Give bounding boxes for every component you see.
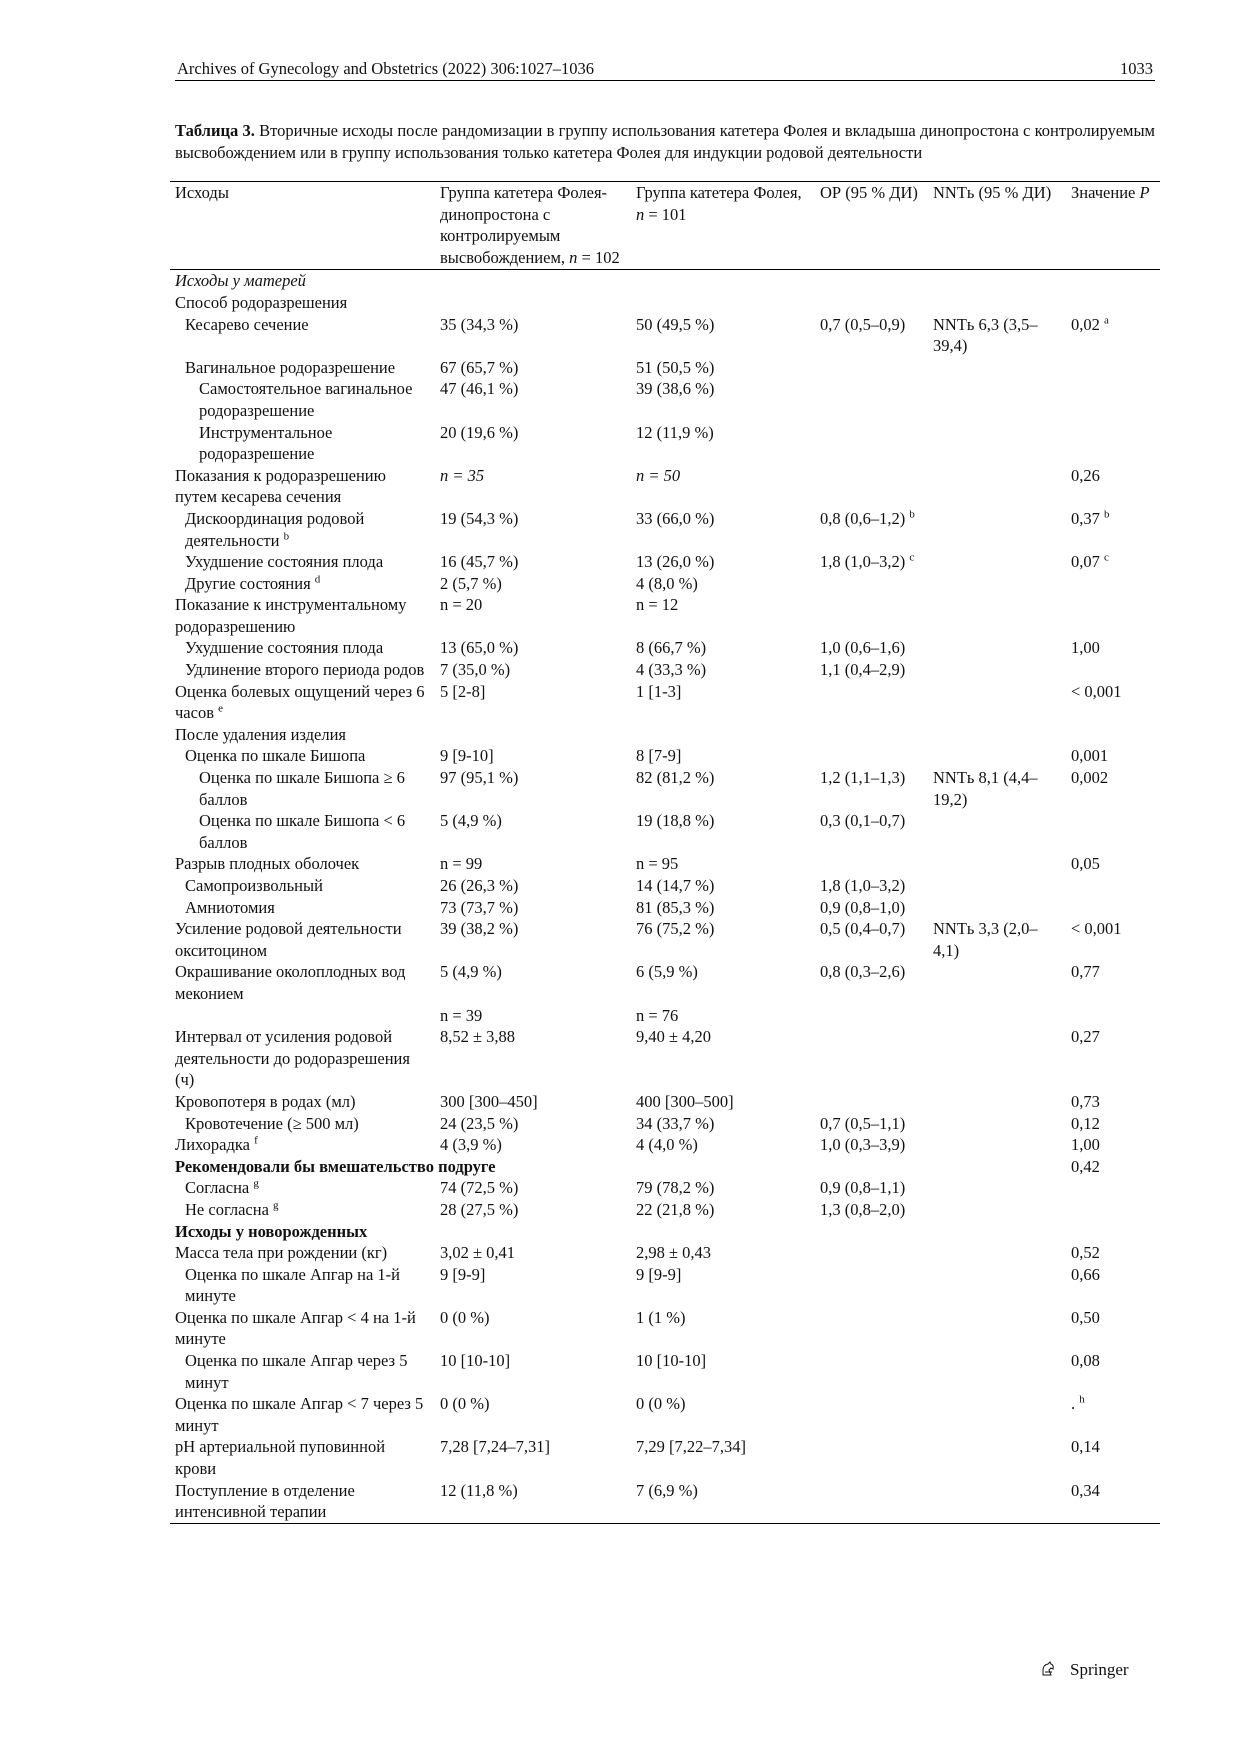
outcome-label: Оценка по шкале Бишопа < 6 баллов	[199, 811, 406, 852]
nnt-cell	[928, 724, 1066, 746]
outcome-label: Удлинение второго периода родов	[185, 660, 425, 680]
nnt-cell	[928, 1177, 1066, 1199]
table-row	[170, 1113, 1160, 1135]
caption-text: Вторичные исходы после рандомизации в группу использования катетера Фолея и вкладыша динопростона с контролируемым высвобождением или в группу использования только катетера Фолея для индукции родовой деятельности	[175, 121, 1155, 162]
p-value-cell: 0,27	[1071, 1027, 1100, 1047]
rr-cell	[815, 853, 928, 875]
foley-dinoprostone-value: 8,52 ± 3,88	[440, 1027, 516, 1047]
foley-value: 7 (6,9 %)	[636, 1480, 698, 1500]
rr-cell	[815, 1026, 928, 1091]
foley-dinoprostone-value: 12 (11,8 %)	[440, 1480, 518, 1500]
table-row	[170, 465, 1160, 508]
outcome-label: Оценка болевых ощущений через 6 часов $^e$	[175, 681, 425, 723]
outcomes-table	[170, 181, 1160, 1524]
foley-dinoprostone-value: 0 (0 %)	[440, 1307, 490, 1327]
rr-cell: 1,2 (1,1–1,3)	[820, 768, 906, 788]
outcome-label: Другие состояния $^d$	[185, 573, 321, 593]
nnt-cell	[928, 594, 1066, 637]
table-row	[170, 745, 1160, 767]
rr-cell: 0,7 (0,5–1,1)	[820, 1113, 906, 1133]
foley-value	[631, 724, 815, 746]
nnt-cell	[928, 637, 1066, 659]
nnt-cell: NNTь 8,1 (4,4–19,2)	[933, 768, 1038, 809]
outcome-label: Интервал от усиления родовой деятельности до родоразрешения (ч)	[175, 1027, 410, 1090]
foley-value: 9,40 ± 4,20	[636, 1027, 712, 1047]
foley-value: n = 76	[636, 1005, 679, 1025]
p-value-cell: 1,00	[1071, 638, 1100, 658]
foley-value: 4 (8,0 %)	[636, 573, 698, 593]
foley-dinoprostone-value: n = 35	[440, 465, 485, 485]
rr-cell	[815, 378, 928, 421]
foley-value: 14 (14,7 %)	[636, 876, 715, 895]
outcome-label: Самостоятельное вагинальное родоразрешение	[199, 379, 413, 420]
nnt-cell	[928, 1307, 1066, 1350]
rr-cell: 0,5 (0,4–0,7)	[820, 919, 906, 939]
foley-dinoprostone-value: 5 (4,9 %)	[440, 962, 502, 982]
table-row	[170, 724, 1160, 746]
table-row	[170, 681, 1160, 724]
table-row	[170, 1264, 1160, 1307]
table-row	[170, 551, 1160, 573]
nnt-cell	[928, 551, 1066, 573]
rr-cell	[815, 1242, 928, 1264]
table-row	[170, 573, 1160, 595]
outcome-label: pH артериальной пуповинной крови	[175, 1437, 386, 1479]
header-rr: ОР (95 % ДИ)	[820, 183, 918, 202]
rr-cell: 0,8 (0,6–1,2) $^b$	[820, 508, 915, 528]
outcome-label: Рекомендовали бы вмешательство подруге	[175, 1156, 496, 1176]
outcome-label: Вагинальное родоразрешение	[185, 357, 396, 377]
nnt-cell	[928, 1113, 1066, 1135]
nnt-cell	[928, 659, 1066, 681]
table-row	[170, 594, 1160, 637]
foley-value: n = 12	[636, 595, 679, 615]
foley-value	[631, 292, 815, 314]
outcome-label: Усиление родовой деятельности окситоцином	[175, 919, 402, 960]
rr-cell: 0,9 (0,8–1,0)	[820, 897, 906, 917]
outcome-label: Исходы у новорожденных	[175, 1221, 368, 1241]
foley-value: n = 95	[636, 854, 679, 874]
foley-value: 22 (21,8 %)	[636, 1199, 715, 1219]
table-row	[170, 1480, 1160, 1524]
foley-dinoprostone-value: 10 [10-10]	[440, 1351, 511, 1371]
outcome-label: Разрыв плодных оболочек	[175, 854, 360, 874]
foley-dinoprostone-value: 3,02 ± 0,41	[440, 1243, 516, 1263]
foley-dinoprostone-value: 9 [9-9]	[440, 1264, 486, 1284]
header-foley-dinoprostone-group: Группа катетера Фолея-динопростона с контролируемым высвобождением, n = 102	[440, 183, 620, 267]
nnt-cell	[928, 378, 1066, 421]
outcome-label: Кесарево сечение	[185, 314, 309, 334]
p-value-cell: 0,05	[1071, 854, 1100, 874]
p-value-cell	[1066, 594, 1160, 637]
p-value-cell: 0,26	[1071, 465, 1100, 485]
p-value-cell: 0,14	[1071, 1437, 1100, 1457]
nnt-cell	[928, 1091, 1066, 1113]
outcome-label: После удаления изделия	[175, 724, 347, 744]
p-value-cell	[1066, 270, 1160, 292]
outcome-label: Самопроизвольный	[185, 876, 323, 895]
rr-cell	[815, 724, 928, 746]
foley-dinoprostone-value: 5 (4,9 %)	[440, 811, 502, 831]
foley-dinoprostone-value: 4 (3,9 %)	[440, 1135, 502, 1155]
header-outcomes: Исходы	[175, 183, 229, 202]
nnt-cell	[928, 357, 1066, 379]
outcome-label: Оценка по шкале Апгар < 7 через 5 минут	[175, 1394, 424, 1435]
header-nnt: NNTь (95 % ДИ)	[933, 183, 1052, 202]
foley-value: 0 (0 %)	[636, 1394, 686, 1414]
header-foley-group: Группа катетера Фолея, n = 101	[636, 183, 802, 224]
table-label: Таблица 3.	[175, 121, 255, 140]
p-value-cell: 0,08	[1071, 1351, 1100, 1371]
table-row	[170, 1026, 1160, 1091]
nnt-cell	[928, 270, 1066, 292]
p-value-cell	[1066, 1005, 1160, 1027]
table-body	[170, 270, 1160, 1523]
foley-value: n = 50	[636, 465, 681, 485]
table-row	[170, 508, 1160, 551]
p-value-cell: 0,002	[1071, 768, 1109, 788]
rr-cell: 1,0 (0,3–3,9)	[820, 1135, 906, 1155]
rr-cell: 0,8 (0,3–2,6)	[820, 962, 906, 982]
page-number: 1033	[1120, 59, 1153, 78]
nnt-cell	[928, 1134, 1066, 1156]
table-row	[170, 1307, 1160, 1350]
p-value-cell	[1066, 573, 1160, 595]
p-value-cell: 0,37 $^b$	[1071, 508, 1110, 528]
nnt-cell: NNTь 6,3 (3,5–39,4)	[933, 314, 1038, 356]
publisher-footer	[1040, 1660, 1129, 1680]
nnt-cell	[928, 1242, 1066, 1264]
rr-cell	[815, 1307, 928, 1350]
foley-dinoprostone-value: 47 (46,1 %)	[440, 379, 519, 399]
rr-cell	[815, 1005, 928, 1027]
outcome-label: Дискоординация родовой деятельности $^b$	[185, 508, 365, 550]
p-value-cell	[1066, 724, 1160, 746]
p-value-cell: 0,02 $^a$	[1071, 314, 1109, 334]
running-header	[175, 56, 1155, 81]
foley-value: 79 (78,2 %)	[636, 1178, 715, 1198]
p-value-cell	[1066, 1177, 1160, 1199]
foley-value: 400 [300–500]	[636, 1091, 734, 1111]
nnt-cell	[928, 465, 1066, 508]
foley-dinoprostone-value: 28 (27,5 %)	[440, 1199, 519, 1219]
foley-value: 51 (50,5 %)	[636, 357, 715, 377]
rr-cell	[815, 1264, 928, 1307]
foley-value: 4 (4,0 %)	[636, 1135, 698, 1155]
foley-value: 81 (85,3 %)	[636, 897, 715, 917]
outcome-label	[170, 1005, 435, 1027]
table-row	[170, 897, 1160, 919]
nnt-cell	[928, 897, 1066, 919]
p-value-cell: 0,73	[1071, 1091, 1100, 1111]
foley-dinoprostone-value: n = 99	[440, 854, 483, 874]
foley-dinoprostone-value: 13 (65,0 %)	[440, 638, 519, 658]
foley-dinoprostone-value	[435, 724, 631, 746]
foley-value	[631, 270, 815, 292]
p-value-cell	[1066, 897, 1160, 919]
nnt-cell	[928, 1221, 1066, 1243]
foley-dinoprostone-value: 73 (73,7 %)	[440, 897, 519, 917]
p-value-cell	[1066, 810, 1160, 853]
nnt-cell	[928, 292, 1066, 314]
table-row	[170, 767, 1160, 810]
nnt-cell	[928, 573, 1066, 595]
rr-cell: 0,9 (0,8–1,1)	[820, 1178, 906, 1198]
p-value-cell	[1066, 1199, 1160, 1221]
table-row	[170, 1199, 1160, 1221]
publisher-name: Springer	[1070, 1660, 1129, 1679]
rr-cell	[815, 594, 928, 637]
nnt-cell	[928, 810, 1066, 853]
foley-value	[631, 1221, 815, 1243]
table-row	[170, 875, 1160, 897]
table-row	[170, 314, 1160, 357]
p-value-cell: 0,50	[1071, 1307, 1100, 1327]
nnt-cell	[928, 422, 1066, 465]
rr-cell: 1,8 (1,0–3,2) $^c$	[820, 551, 915, 572]
outcome-label: Амниотомия	[185, 897, 275, 917]
rr-cell	[815, 573, 928, 595]
foley-value: 2,98 ± 0,43	[636, 1243, 712, 1263]
nnt-cell	[928, 745, 1066, 767]
outcome-label: Оценка по шкале Апгар через 5 минут	[185, 1351, 408, 1392]
table-row	[170, 1134, 1160, 1156]
table-row	[170, 270, 1160, 292]
table-row	[170, 810, 1160, 853]
table-row	[170, 422, 1160, 465]
foley-dinoprostone-value: n = 39	[440, 1005, 483, 1025]
outcome-label: Оценка по шкале Бишопа ≥ 6 баллов	[199, 768, 405, 809]
nnt-cell	[928, 1436, 1066, 1479]
rr-cell: 1,1 (0,4–2,9)	[820, 660, 906, 680]
rr-cell	[815, 1480, 928, 1524]
p-value-cell	[1066, 659, 1160, 681]
nnt-cell	[928, 681, 1066, 724]
outcome-label: Лихорадка $^f$	[175, 1134, 258, 1155]
table-row	[170, 1242, 1160, 1264]
p-value-cell: < 0,001	[1071, 919, 1122, 939]
rr-cell	[815, 270, 928, 292]
p-value-cell: 0,52	[1071, 1243, 1100, 1263]
foley-dinoprostone-value: 0 (0 %)	[440, 1394, 490, 1414]
table-row	[170, 1156, 1160, 1178]
outcome-label: Показание к инструментальному родоразрешению	[175, 595, 407, 636]
foley-dinoprostone-value: 7,28 [7,24–7,31]	[440, 1437, 550, 1457]
foley-value: 13 (26,0 %)	[636, 552, 715, 572]
rr-cell	[815, 1393, 928, 1436]
rr-cell	[815, 465, 928, 508]
table-row	[170, 292, 1160, 314]
rr-cell	[815, 1350, 928, 1393]
outcome-label: Окрашивание околоплодных вод меконием	[175, 962, 406, 1003]
foley-dinoprostone-value: 16 (45,7 %)	[440, 552, 519, 572]
rr-cell	[815, 1436, 928, 1479]
nnt-cell: NNTь 3,3 (2,0–4,1)	[933, 919, 1038, 960]
foley-value: 19 (18,8 %)	[636, 811, 715, 831]
outcome-label: Оценка по шкале Бишопа	[185, 746, 366, 766]
nnt-cell	[928, 875, 1066, 897]
rr-cell	[815, 745, 928, 767]
nnt-cell	[928, 1026, 1066, 1091]
foley-dinoprostone-value: 67 (65,7 %)	[440, 357, 519, 377]
foley-value: 1 (1 %)	[636, 1307, 686, 1327]
outcome-label: Исходы у матерей	[175, 271, 306, 291]
foley-value: 12 (11,9 %)	[636, 422, 714, 442]
outcome-label: Масса тела при рождении (кг)	[175, 1243, 388, 1263]
foley-value: 50 (49,5 %)	[636, 314, 715, 334]
outcome-label: Кровотечение (≥ 500 мл)	[185, 1113, 359, 1133]
nnt-cell	[928, 961, 1066, 1004]
p-value-cell: 0,12	[1071, 1113, 1100, 1133]
table-row	[170, 1091, 1160, 1113]
foley-value: 34 (33,7 %)	[636, 1113, 715, 1133]
foley-value: 8 [7-9]	[636, 746, 682, 766]
table-row	[170, 1436, 1160, 1479]
table-row	[170, 1221, 1160, 1243]
foley-value: 39 (38,6 %)	[636, 379, 715, 399]
outcome-label: Ухудшение состояния плода	[185, 638, 384, 658]
table-header-row	[170, 182, 1160, 270]
nnt-cell	[928, 853, 1066, 875]
p-value-cell: 0,001	[1071, 746, 1109, 766]
outcome-label: Показания к родоразрешению путем кесарева сечения	[175, 465, 386, 507]
outcome-label: Ухудшение состояния плода	[185, 552, 384, 572]
foley-value: 82 (81,2 %)	[636, 768, 715, 788]
table-row	[170, 918, 1160, 961]
p-value-cell: 0,34	[1071, 1480, 1100, 1500]
p-value-cell	[1066, 1221, 1160, 1243]
foley-value: 6 (5,9 %)	[636, 962, 698, 982]
rr-cell	[815, 357, 928, 379]
p-value-cell: 0,42	[1071, 1156, 1100, 1176]
p-value-cell: 1,00	[1071, 1135, 1100, 1155]
rr-cell: 0,3 (0,1–0,7)	[820, 811, 906, 831]
p-value-cell: . $^h$	[1071, 1393, 1085, 1414]
table-row	[170, 1177, 1160, 1199]
foley-value: 33 (66,0 %)	[636, 508, 715, 528]
outcome-label: Поступление в отделение интенсивной терапии	[175, 1480, 355, 1522]
outcome-label: Способ родоразрешения	[175, 292, 348, 312]
p-value-cell	[1066, 875, 1160, 897]
foley-dinoprostone-value	[435, 270, 631, 292]
rr-cell	[815, 1221, 928, 1243]
foley-value: 8 (66,7 %)	[636, 638, 707, 658]
table-row	[170, 378, 1160, 421]
foley-dinoprostone-value: 24 (23,5 %)	[440, 1113, 519, 1133]
rr-cell	[815, 1091, 928, 1113]
table-row	[170, 853, 1160, 875]
header-p-value: Значение P	[1071, 183, 1150, 202]
foley-dinoprostone-value: 5 [2-8]	[440, 681, 486, 701]
outcome-label: Оценка по шкале Апгар на 1-й минуте	[185, 1264, 401, 1306]
rr-cell: 1,8 (1,0–3,2)	[820, 876, 906, 895]
foley-dinoprostone-value	[435, 1221, 631, 1243]
nnt-cell	[928, 1350, 1066, 1393]
foley-value: 9 [9-9]	[636, 1264, 682, 1284]
rr-cell: 0,7 (0,5–0,9)	[820, 314, 906, 334]
nnt-cell	[928, 1005, 1066, 1027]
outcome-label: Согласна $^g$	[185, 1177, 259, 1198]
nnt-cell	[928, 1264, 1066, 1307]
foley-value: 76 (75,2 %)	[636, 919, 715, 939]
foley-dinoprostone-value: 74 (72,5 %)	[440, 1178, 519, 1198]
foley-value: 1 [1-3]	[636, 681, 682, 701]
foley-dinoprostone-value	[435, 292, 631, 314]
table-row	[170, 659, 1160, 681]
nnt-cell	[928, 1480, 1066, 1524]
outcome-label: Кровопотеря в родах (мл)	[175, 1091, 356, 1111]
outcome-label: Оценка по шкале Апгар < 4 на 1-й минуте	[175, 1307, 416, 1349]
table-row	[170, 357, 1160, 379]
rr-cell	[815, 422, 928, 465]
foley-dinoprostone-value: 39 (38,2 %)	[440, 919, 519, 939]
outcome-label: Инструментальное родоразрешение	[199, 422, 333, 464]
p-value-cell: < 0,001	[1071, 681, 1122, 701]
foley-dinoprostone-value: 26 (26,3 %)	[440, 876, 519, 895]
foley-dinoprostone-value: 20 (19,6 %)	[440, 422, 519, 442]
springer-horse-icon	[1040, 1661, 1056, 1677]
foley-dinoprostone-value: 35 (34,3 %)	[440, 314, 519, 334]
rr-cell	[815, 681, 928, 724]
nnt-cell	[928, 1199, 1066, 1221]
p-value-cell: 0,77	[1071, 962, 1100, 982]
foley-dinoprostone-value: 19 (54,3 %)	[440, 508, 519, 528]
p-value-cell	[1066, 357, 1160, 379]
table-row	[170, 1393, 1160, 1436]
p-value-cell	[1066, 422, 1160, 465]
rr-cell: 1,0 (0,6–1,6)	[820, 638, 906, 658]
table-row	[170, 637, 1160, 659]
rr-cell: 1,3 (0,8–2,0)	[820, 1199, 906, 1219]
p-value-cell	[1066, 292, 1160, 314]
table-row	[170, 1005, 1160, 1027]
p-value-cell: 0,07 $^c$	[1071, 551, 1109, 572]
foley-dinoprostone-value: 9 [9-10]	[440, 746, 494, 766]
foley-dinoprostone-value: 2 (5,7 %)	[440, 573, 502, 593]
table-row	[170, 961, 1160, 1004]
p-value-cell	[1066, 378, 1160, 421]
table-caption	[175, 120, 1155, 163]
foley-value: 10 [10-10]	[636, 1351, 707, 1371]
foley-dinoprostone-value: n = 20	[440, 595, 483, 615]
foley-value: 4 (33,3 %)	[636, 660, 707, 680]
nnt-cell	[928, 1393, 1066, 1436]
foley-dinoprostone-value: 300 [300–450]	[440, 1091, 538, 1111]
outcome-label: Не согласна $^g$	[185, 1199, 279, 1219]
p-value-cell: 0,66	[1071, 1264, 1100, 1284]
journal-citation: Archives of Gynecology and Obstetrics (2022) 306:1027–1036	[177, 59, 595, 78]
nnt-cell	[928, 508, 1066, 551]
foley-dinoprostone-value: 97 (95,1 %)	[440, 768, 519, 788]
rr-cell	[815, 292, 928, 314]
foley-dinoprostone-value: 7 (35,0 %)	[440, 660, 511, 680]
foley-value: 7,29 [7,22–7,34]	[636, 1437, 746, 1457]
table-row	[170, 1350, 1160, 1393]
